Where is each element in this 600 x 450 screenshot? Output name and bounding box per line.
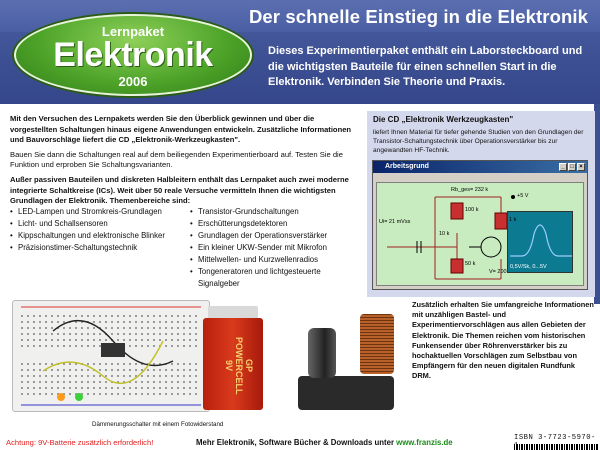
rb-label: Rb_ges= 232 k <box>451 187 489 193</box>
list-item: • Grundlagen der Operationsverstärker <box>190 230 362 242</box>
list-item: • LED-Lampen und Stromkreis-Grundlagen <box>10 206 196 218</box>
body-paragraph-2: Bauen Sie dann die Schaltungen real auf dem beiliegenden Experimentierboard auf. Testen Sie die Funktion und erproben Sie Schaltungsvarianten. <box>10 149 343 170</box>
circuit-canvas <box>376 182 584 286</box>
waveform <box>508 212 574 264</box>
ic-chip <box>101 343 125 357</box>
oscilloscope-view <box>507 211 573 273</box>
led-orange <box>57 393 65 401</box>
battery-brand: GP <box>244 359 254 373</box>
resistor-1k <box>495 213 507 229</box>
resistor-100k <box>451 203 463 219</box>
list-item: • Präzisionstimer-Schaltungstechnik <box>10 242 196 254</box>
footer <box>0 432 600 450</box>
vbe-label: V= 200 <box>489 269 507 275</box>
window-titlebar <box>373 161 587 173</box>
radio-coil <box>360 314 394 374</box>
battery-warning: Achtung: 9V-Batterie zusätzlich erforderlich! <box>6 438 154 447</box>
isbn: ISBN 3-7723-5970- <box>514 434 596 442</box>
list-item: • Ein kleiner UKW-Sender mit Mikrofon <box>190 242 362 254</box>
resistor-50k <box>451 259 463 273</box>
cd-extra-text: Zusätzlich erhalten Sie umfangreiche Informationen mit unzähligen Bastel- und Experimentiervorschlägen aus allen Gebieten der Elektronik. Die Themen reichen vom historischen Funkensender über Röhrenverstärker bis zu hochaktuellen Vorschlägen zum Selbstbau von Empfängern für den neuen digitalen Rundfunk DRM. <box>412 300 594 381</box>
r3-label: 50 k <box>465 261 476 267</box>
vacuum-tube <box>308 328 336 378</box>
more-info-text <box>196 438 453 447</box>
window-title: Arbeitsgrund <box>385 163 429 170</box>
r4-label: 1 k <box>509 217 517 223</box>
breadboard-photo <box>12 300 210 412</box>
intro-text: Dieses Experimentierpaket enthält ein Laborsteckboard und die wichtigsten Bauteile für einen schnellen Start in die Elektronik. Verbinden Sie Theorie und Praxis. <box>268 45 583 88</box>
list-item: • Mittelwellen- und Kurzwellenradios <box>190 254 362 266</box>
logo-line-lernpaket: Lernpaket <box>101 24 165 39</box>
close-icon[interactable]: × <box>577 163 585 171</box>
tagline: Der schnelle Einstieg in die Elektronik <box>248 6 588 27</box>
software-window <box>372 160 588 290</box>
body-text <box>10 114 362 211</box>
logo-line-year: 2006 <box>118 74 148 89</box>
r1-label: 100 k <box>465 207 479 213</box>
logo-line-elektronik: Elektronik <box>53 36 213 74</box>
battery-type: POWERCELL 9V <box>224 337 244 395</box>
cd-description: liefert Ihnen Material für tiefer gehende Studien von den Grundlagen der Transistor-Schaltungstechnik über Operationsverstärker bis zur angewandten HF-Technik. <box>373 129 584 154</box>
ui-label: Ui= 21 mVss <box>379 219 411 225</box>
list-item: • Licht- und Schallsensoren <box>10 218 196 230</box>
lernpaket-logo <box>14 14 252 96</box>
maximize-icon[interactable]: □ <box>568 163 576 171</box>
topic-list-right <box>190 206 362 290</box>
window-menubar <box>373 173 587 181</box>
transistor-symbol <box>481 237 501 257</box>
scope-scale-label: 0,5V/Sk, 0...5V <box>510 264 547 270</box>
breadboard-holes <box>13 301 211 413</box>
minimize-icon[interactable]: _ <box>559 163 567 171</box>
vplus-label: +5 V <box>517 193 529 199</box>
more-info-label: Mehr Elektronik, Software Bücher & Downloads unter <box>196 438 397 447</box>
cd-title: Die CD „Elektronik Werkzeugkasten" <box>373 115 514 124</box>
list-item: • Kippschaltungen und elektronische Blinker <box>10 230 196 242</box>
barcode <box>514 444 598 450</box>
battery-label <box>212 336 254 396</box>
radio-base <box>298 376 394 410</box>
list-item: • Tongeneratoren und lichtgesteuerte Signalgeber <box>190 266 362 290</box>
franzis-link[interactable]: www.franzis.de <box>396 438 453 447</box>
list-item: • Erschütterungsdetektoren <box>190 218 362 230</box>
body-paragraph-3: Außer passiven Bauteilen und diskreten Halbleitern enthält das Lernpaket auch zwei moderne integrierte Schaltkreise (ICs). Weit über 50 reale Versuche vermitteln Ihnen die wichtigsten Grundlagen der Elektronik. Themenbereiche sind: <box>10 174 349 206</box>
photo-caption: Dämmerungsschalter mit einem Fotowiderstand <box>92 421 224 428</box>
led-green <box>75 393 83 401</box>
r2-label: 10 k <box>439 231 450 237</box>
topic-list-left <box>10 206 196 254</box>
list-item: • Transistor-Grundschaltungen <box>190 206 362 218</box>
body-paragraph-1: Mit den Versuchen des Lernpakets werden Sie den Überblick gewinnen und über die vorgestellten Schaltungen hinaus eigene Anwendungen entwickeln. Zusätzliche Informationen und Bauvorschläge liefert die CD „Elektronik-Werkzeugkasten". <box>10 114 352 145</box>
